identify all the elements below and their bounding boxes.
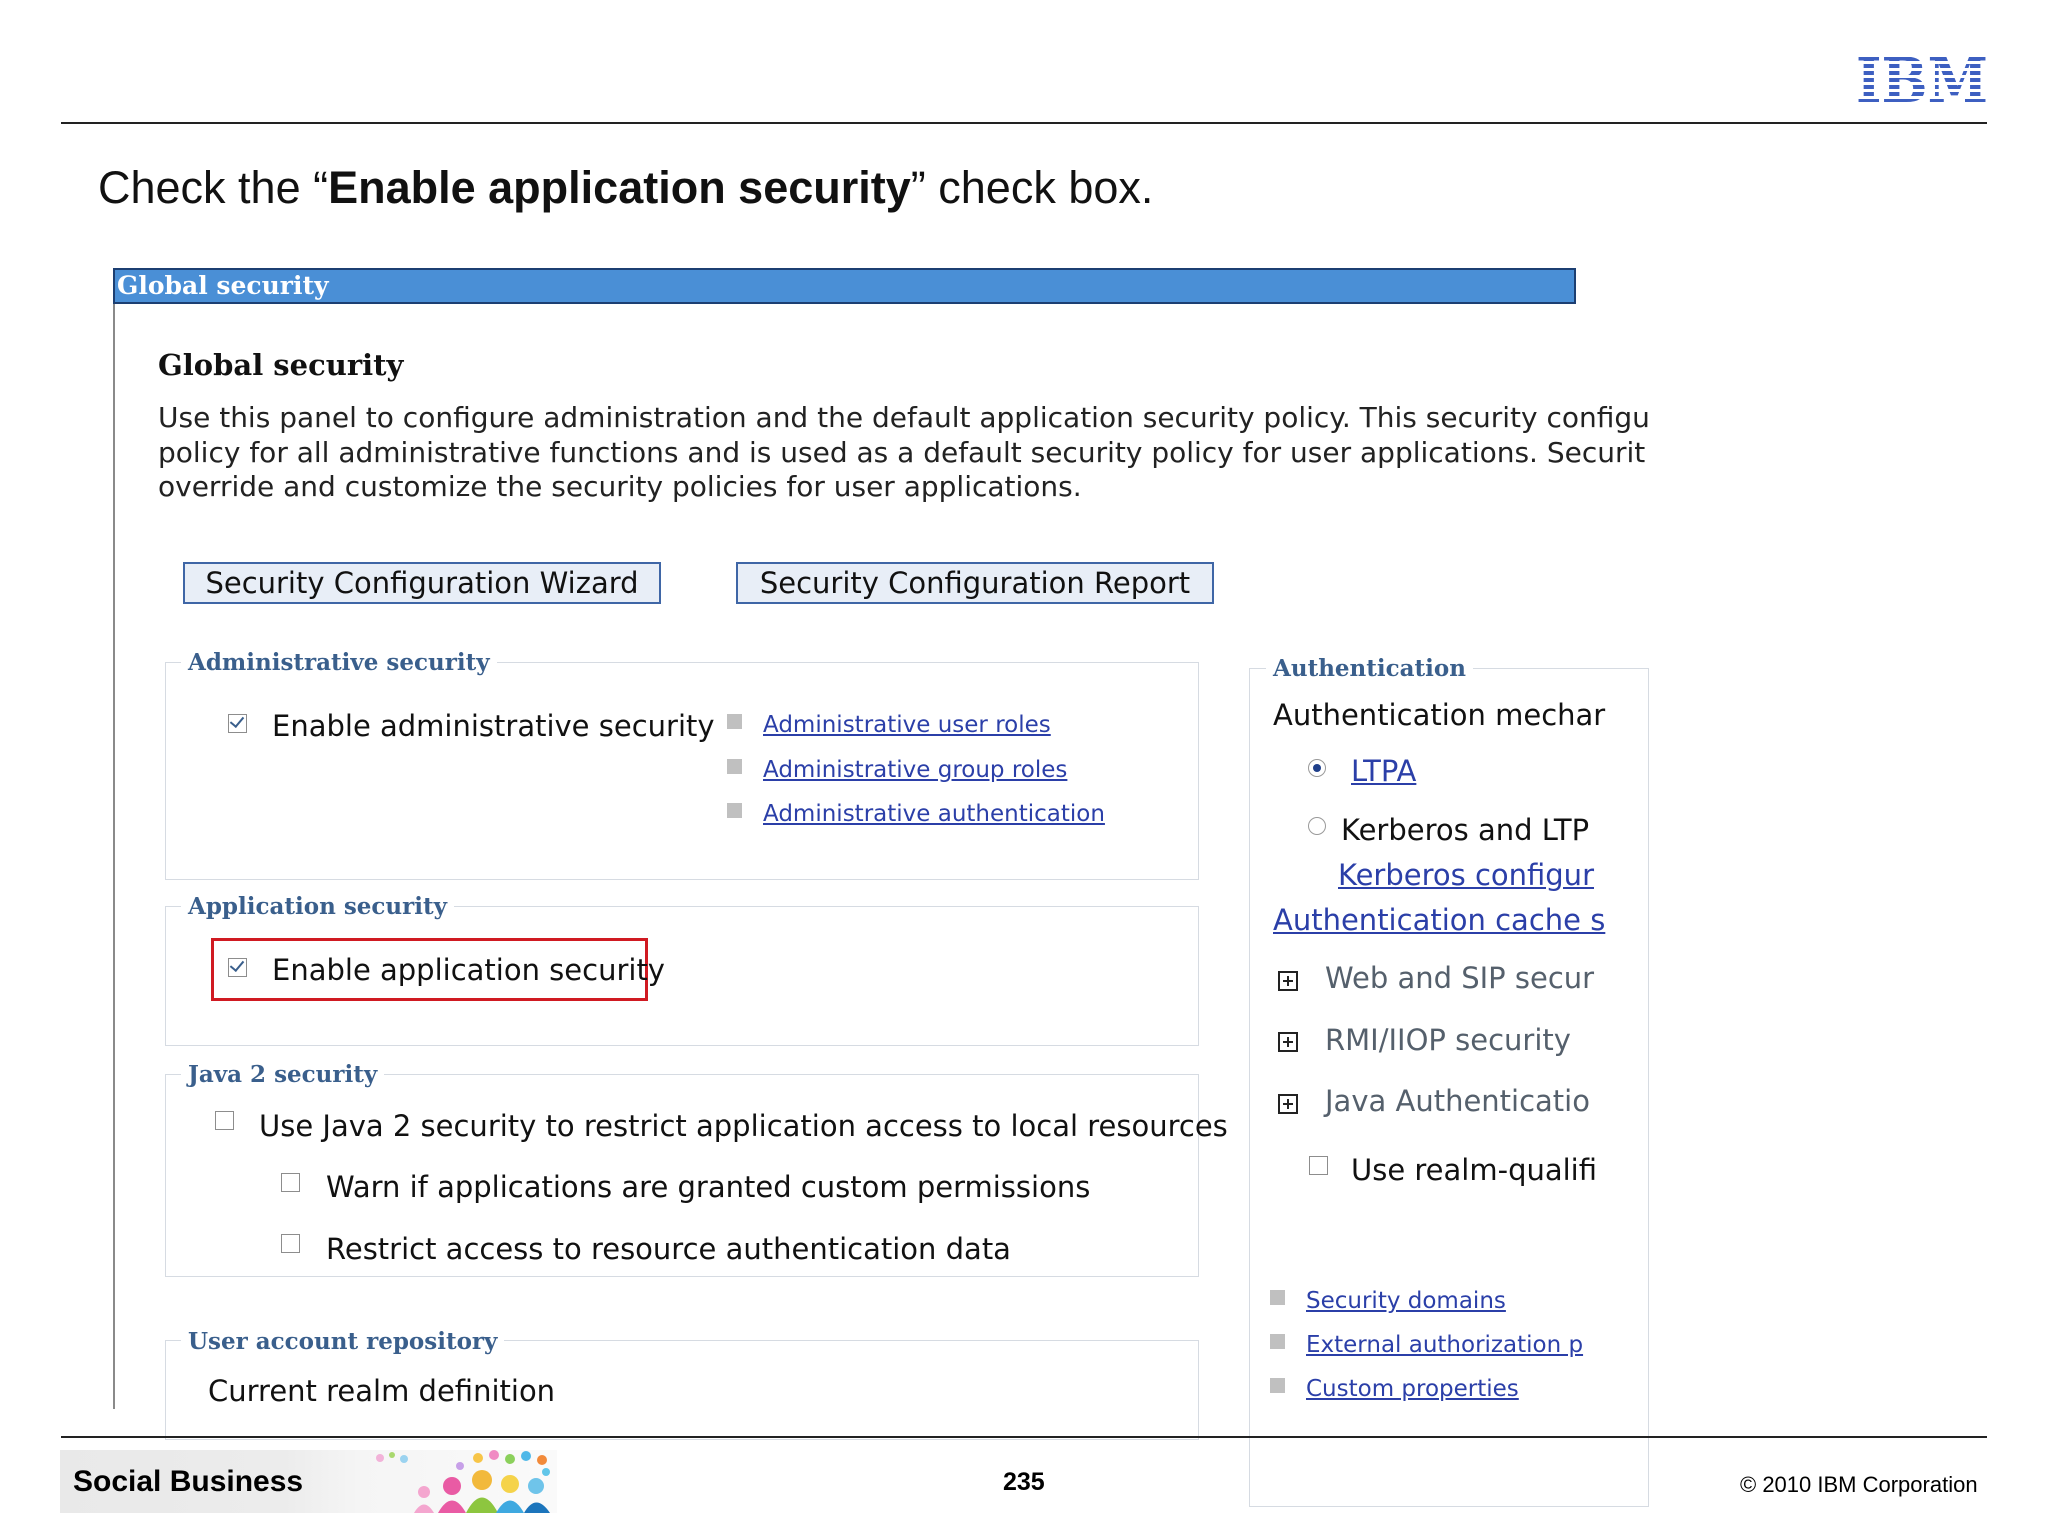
bullet-icon: [1270, 1378, 1285, 1393]
kerberos-ltpa-label: Kerberos and LTP: [1341, 813, 1590, 847]
top-rule: [61, 122, 1987, 124]
bullet-icon: [727, 759, 742, 774]
security-wizard-button[interactable]: Security Configuration Wizard: [183, 562, 661, 604]
bullet-icon: [727, 803, 742, 818]
web-sip-security-label[interactable]: Web and SIP secur: [1325, 961, 1595, 995]
warn-custom-permissions-checkbox[interactable]: [281, 1173, 300, 1192]
user-repository-legend: User account repository: [181, 1328, 504, 1355]
java2-security-legend: Java 2 security: [181, 1061, 384, 1088]
realm-qualified-checkbox[interactable]: [1309, 1156, 1328, 1175]
restrict-auth-data-checkbox[interactable]: [281, 1234, 300, 1253]
admin-security-checkbox[interactable]: [228, 714, 247, 733]
auth-mechanism-label: Authentication mechar: [1273, 698, 1606, 732]
panel-description: Use this panel to configure administration and the default application security policy. This security configu policy for all administrative functions and is used as a default security policy for user applications. Securit override and customize the security policies for user applications.: [158, 401, 1650, 503]
java2-security-label: Use Java 2 security to restrict application access to local resources: [259, 1109, 1228, 1143]
bullet-icon: [1270, 1334, 1285, 1349]
admin-authentication-link[interactable]: Administrative authentication: [763, 801, 1105, 827]
admin-user-roles-link[interactable]: Administrative user roles: [763, 712, 1051, 738]
footer-brand: Social Business: [73, 1465, 304, 1498]
expand-icon[interactable]: [1278, 971, 1298, 991]
security-domains-link[interactable]: Security domains: [1306, 1288, 1506, 1314]
java2-security-checkbox[interactable]: [215, 1111, 234, 1130]
svg-text:IBM: IBM: [1856, 44, 1988, 117]
custom-properties-link[interactable]: Custom properties: [1306, 1376, 1519, 1402]
restrict-auth-data-label: Restrict access to resource authentication data: [326, 1232, 1011, 1266]
ltpa-link[interactable]: LTPA: [1351, 754, 1417, 788]
realm-qualified-label: Use realm-qualifi: [1351, 1153, 1598, 1187]
console-titlebar: Global security: [113, 268, 1576, 304]
page-title: Global security: [158, 348, 404, 382]
ibm-logo: [1856, 44, 1988, 117]
app-security-legend: Application security: [181, 893, 454, 920]
kerberos-ltpa-radio[interactable]: [1308, 817, 1326, 835]
admin-security-label: Enable administrative security: [272, 709, 715, 743]
instruction-emphasis: Enable application security: [328, 162, 911, 213]
bullet-icon: [1270, 1290, 1285, 1305]
auth-cache-link[interactable]: Authentication cache s: [1273, 903, 1606, 937]
kerberos-config-link[interactable]: Kerberos configur: [1338, 858, 1594, 892]
page-number: 235: [1003, 1468, 1045, 1496]
expand-icon[interactable]: [1278, 1094, 1298, 1114]
console-screenshot: [113, 268, 1650, 1409]
ltpa-radio[interactable]: [1308, 759, 1326, 777]
admin-group-roles-link[interactable]: Administrative group roles: [763, 757, 1068, 783]
rmi-iiop-security-label[interactable]: RMI/IIOP security: [1325, 1023, 1571, 1057]
copyright-notice: © 2010 IBM Corporation: [1740, 1472, 1978, 1497]
people-illustration: [360, 1450, 557, 1513]
authentication-legend: Authentication: [1266, 655, 1473, 682]
security-report-button[interactable]: Security Configuration Report: [736, 562, 1214, 604]
bottom-rule: [61, 1436, 1987, 1438]
admin-security-legend: Administrative security: [181, 649, 497, 676]
expand-icon[interactable]: [1278, 1032, 1298, 1052]
social-business-badge: [60, 1450, 557, 1513]
app-security-label: Enable application security: [272, 953, 665, 987]
current-realm-label: Current realm definition: [208, 1374, 556, 1408]
bullet-icon: [727, 714, 742, 729]
java-authentication-label[interactable]: Java Authenticatio: [1325, 1084, 1590, 1118]
console-edge: [113, 268, 115, 1409]
warn-custom-permissions-label: Warn if applications are granted custom permissions: [326, 1170, 1091, 1204]
instruction-text: Check the “Enable application security” check box.: [98, 162, 1154, 213]
app-security-checkbox[interactable]: [228, 958, 247, 977]
external-authorization-link[interactable]: External authorization p: [1306, 1332, 1584, 1358]
